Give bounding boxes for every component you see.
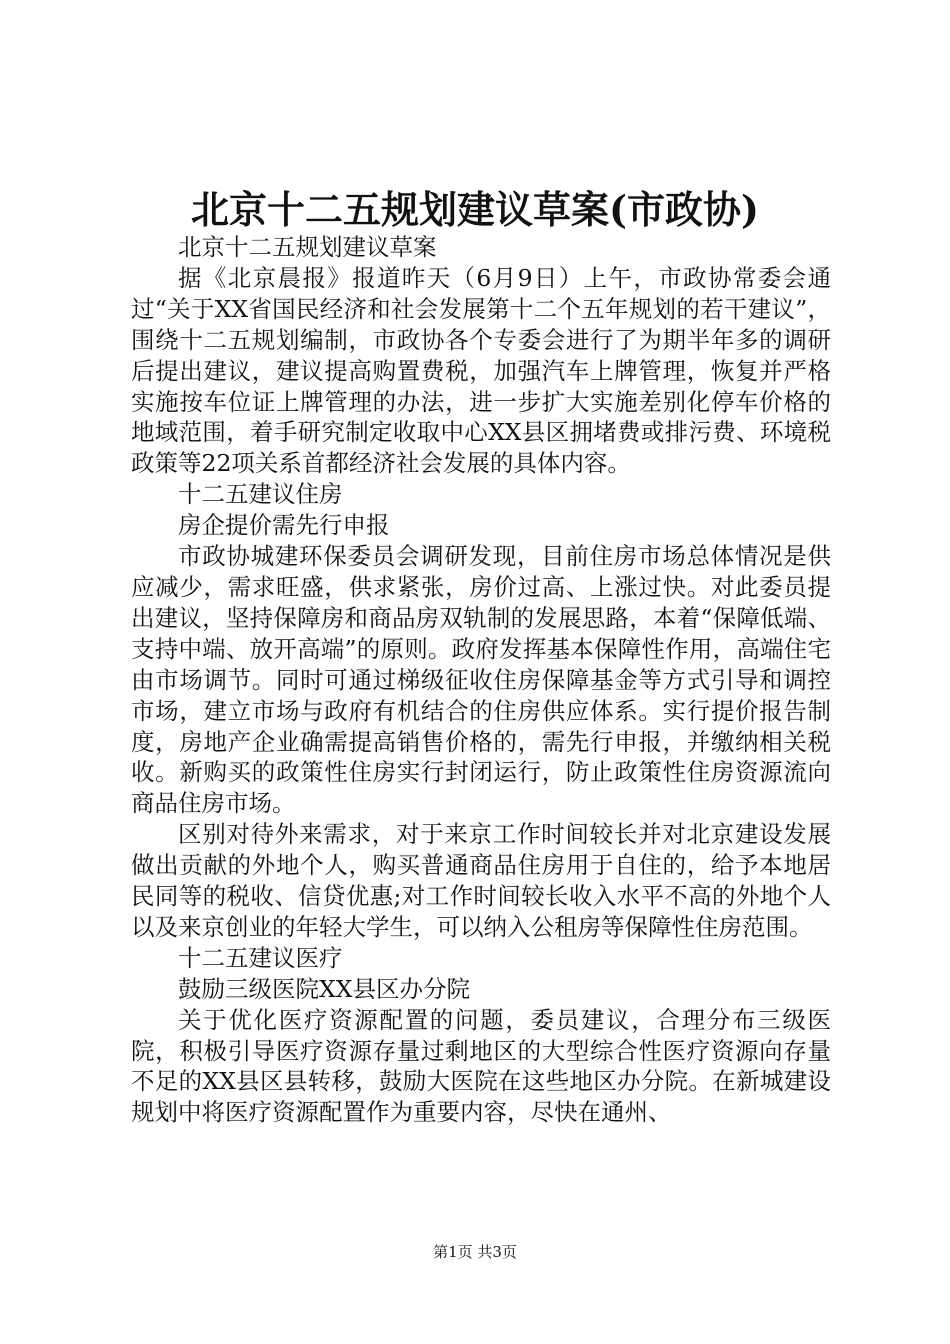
subheading-price-report: 房企提价需先行申报 <box>178 511 390 540</box>
section-heading-housing: 十二五建议住房 <box>178 480 343 509</box>
paragraph-subtitle: 北京十二五规划建议草案 <box>178 233 437 261</box>
paragraph-outside-demand: 区别对待外来需求，对于来京工作时间较长并对北京建设发展做出贡献的外地个人，购买普通商品住房用于自住的，给予本地居民同等的税收、信贷优惠;对工作时间较长收入水平不高的外地个人以及来京创业的年轻大学生，可以纳入公租房等保障性住房范围。 <box>131 820 831 941</box>
paragraph-housing-findings: 市政协城建环保委员会调研发现，目前住房市场总体情况是供应减少，需求旺盛，供求紧张，房价过高、上涨过快。对此委员提出建议，坚持保障房和商品房双轨制的发展思路，本着“保障低端、支持中端、放开高端”的原则。政府发挥基本保障性作用，高端住宅由市场调节。同时可通过梯级征收住房保障基金等方式引导和调控市场，建立市场与政府有机结合的住房供应体系。实行提价报告制度，房地产企业确需提高销售价格的，需先行申报，并缴纳相关税收。新购买的政策性住房实行封闭运行，防止政策性住房资源流向商品住房市场。 <box>131 542 831 818</box>
page-footer: 第1页 共3页 <box>433 1243 517 1261</box>
subheading-branch-hospitals: 鼓励三级医院XX县区办分院 <box>178 974 470 1003</box>
section-heading-medical: 十二五建议医疗 <box>178 943 343 972</box>
paragraph-intro: 据《北京晨报》报道昨天（6月9日）上午，市政协常委会通过“关于XX省国民经济和社会发展第十二个五年规划的若干建议”，围绕十二五规划编制，市政协各个专委会进行了为期半年多的调研后提出建议，建议提高购置费税，加强汽车上牌管理，恢复并严格实施按车位证上牌管理的办法，进一步扩大实施差别化停车价格的地域范围，着手研究制定收取中心XX县区拥堵费或排污费、环境税政策等22项关系首都经济社会发展的具体内容。 <box>131 263 831 478</box>
paragraph-medical-resources: 关于优化医疗资源配置的问题，委员建议，合理分布三级医院，积极引导医疗资源存量过剩地区的大型综合性医疗资源向存量不足的XX县区县转移，鼓励大医院在这些地区办分院。在新城建设规划中将医疗资源配置作为重要内容，尽快在通州、 <box>131 1005 831 1127</box>
document-body <box>131 232 831 1128</box>
document-title: 北京十二五规划建议草案(市政协) <box>191 187 759 232</box>
